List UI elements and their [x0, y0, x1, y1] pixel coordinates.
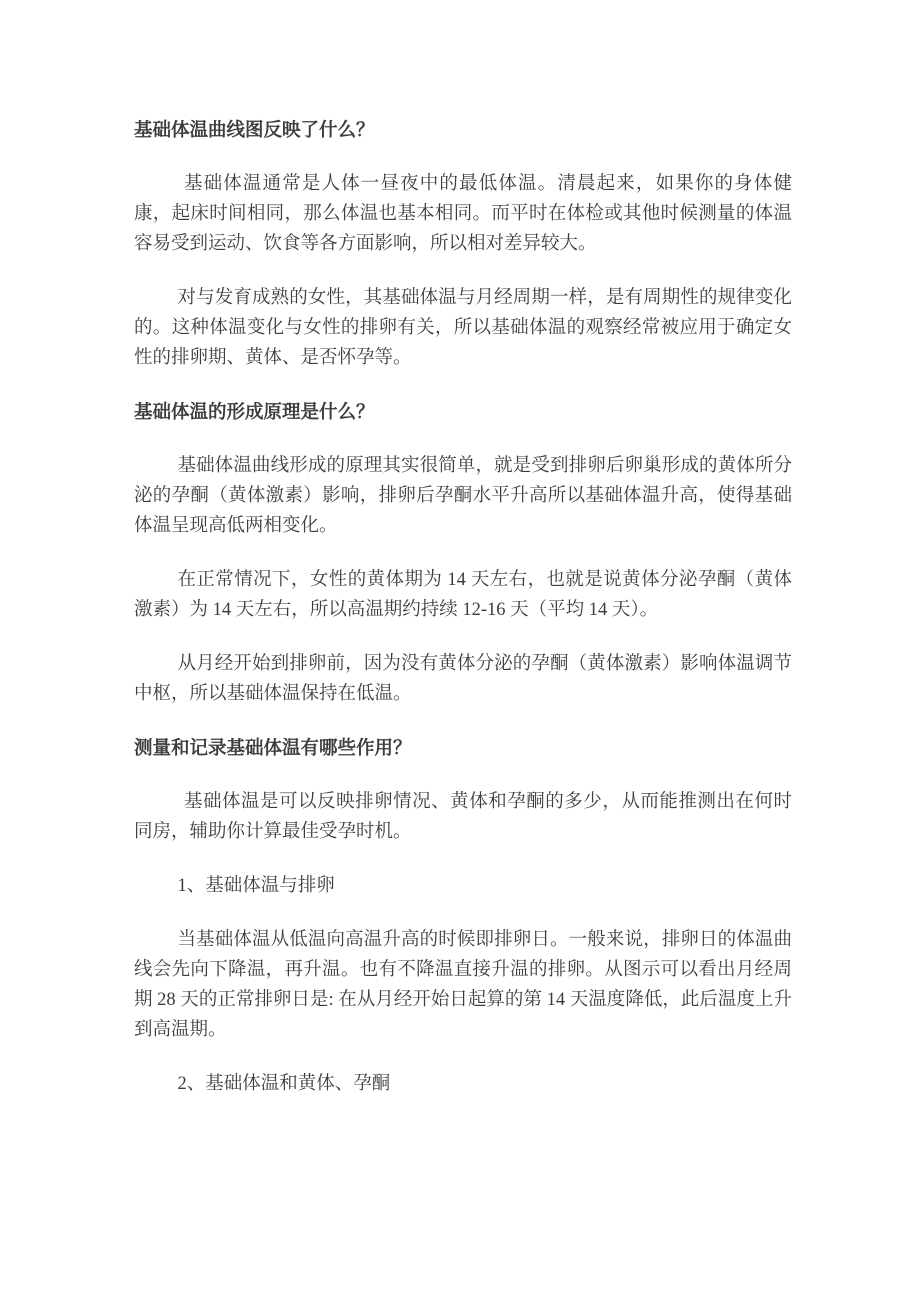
paragraph-curve-principle: 基础体温曲线形成的原理其实很简单，就是受到排卵后卵巢形成的黄体所分泌的孕酮（黄体激素）影响，排卵后孕酮水平升高所以基础体温升高，使得基础体温呈现高低两相变化。 — [134, 456, 792, 536]
section-heading-formation-principle: 基础体温的形成原理是什么？ — [134, 401, 375, 422]
list-item-bbt-and-ovulation: 1、基础体温与排卵 — [177, 876, 335, 896]
paragraph-low-temp-phase: 从月经开始到排卵前，因为没有黄体分泌的孕酮（黄体激素）影响体温调节中枢，所以基础体温保持在低温。 — [134, 654, 792, 704]
paragraph-mature-women-cycle: 对与发育成熟的女性，其基础体温与月经周期一样，是有周期性的规律变化的。这种体温变化与女性的排卵有关，所以基础体温的观察经常被应用于确定女性的排卵期、黄体、是否怀孕等。 — [134, 288, 792, 368]
paragraph-ovulation-day-pattern: 当基础体温从低温向高温升高的时候即排卵日。一般来说，排卵日的体温曲线会先向下降温，再升温。也有不降温直接升温的排卵。从图示可以看出月经周期 28 天的正常排卵日是: 在从月经开始日起算的第 14 天温度降低，此后温度上升到高温期。 — [134, 930, 792, 1040]
list-item-bbt-corpus-luteum-progesterone: 2、基础体温和黄体、孕酮 — [177, 1074, 391, 1094]
paragraph-luteal-phase-duration: 在正常情况下，女性的黄体期为 14 天左右，也就是说黄体分泌孕酮（黄体激素）为 14 天左右，所以高温期约持续 12-16 天（平均 14 天）。 — [134, 570, 792, 620]
section-heading-what-curve-reflects: 基础体温曲线图反映了什么？ — [134, 119, 375, 140]
paragraph-bbt-definition: 基础体温通常是人体一昼夜中的最低体温。清晨起来，如果你的身体健康，起床时间相同，那么体温也基本相同。而平时在体检或其他时候测量的体温容易受到运动、饮食等各方面影响，所以相对差异较大。 — [134, 174, 792, 254]
section-heading-measurement-uses: 测量和记录基础体温有哪些作用？ — [134, 737, 412, 758]
paragraph-conception-timing: 基础体温是可以反映排卵情况、黄体和孕酮的多少，从而能推测出在何时同房，辅助你计算最佳受孕时机。 — [134, 792, 792, 842]
